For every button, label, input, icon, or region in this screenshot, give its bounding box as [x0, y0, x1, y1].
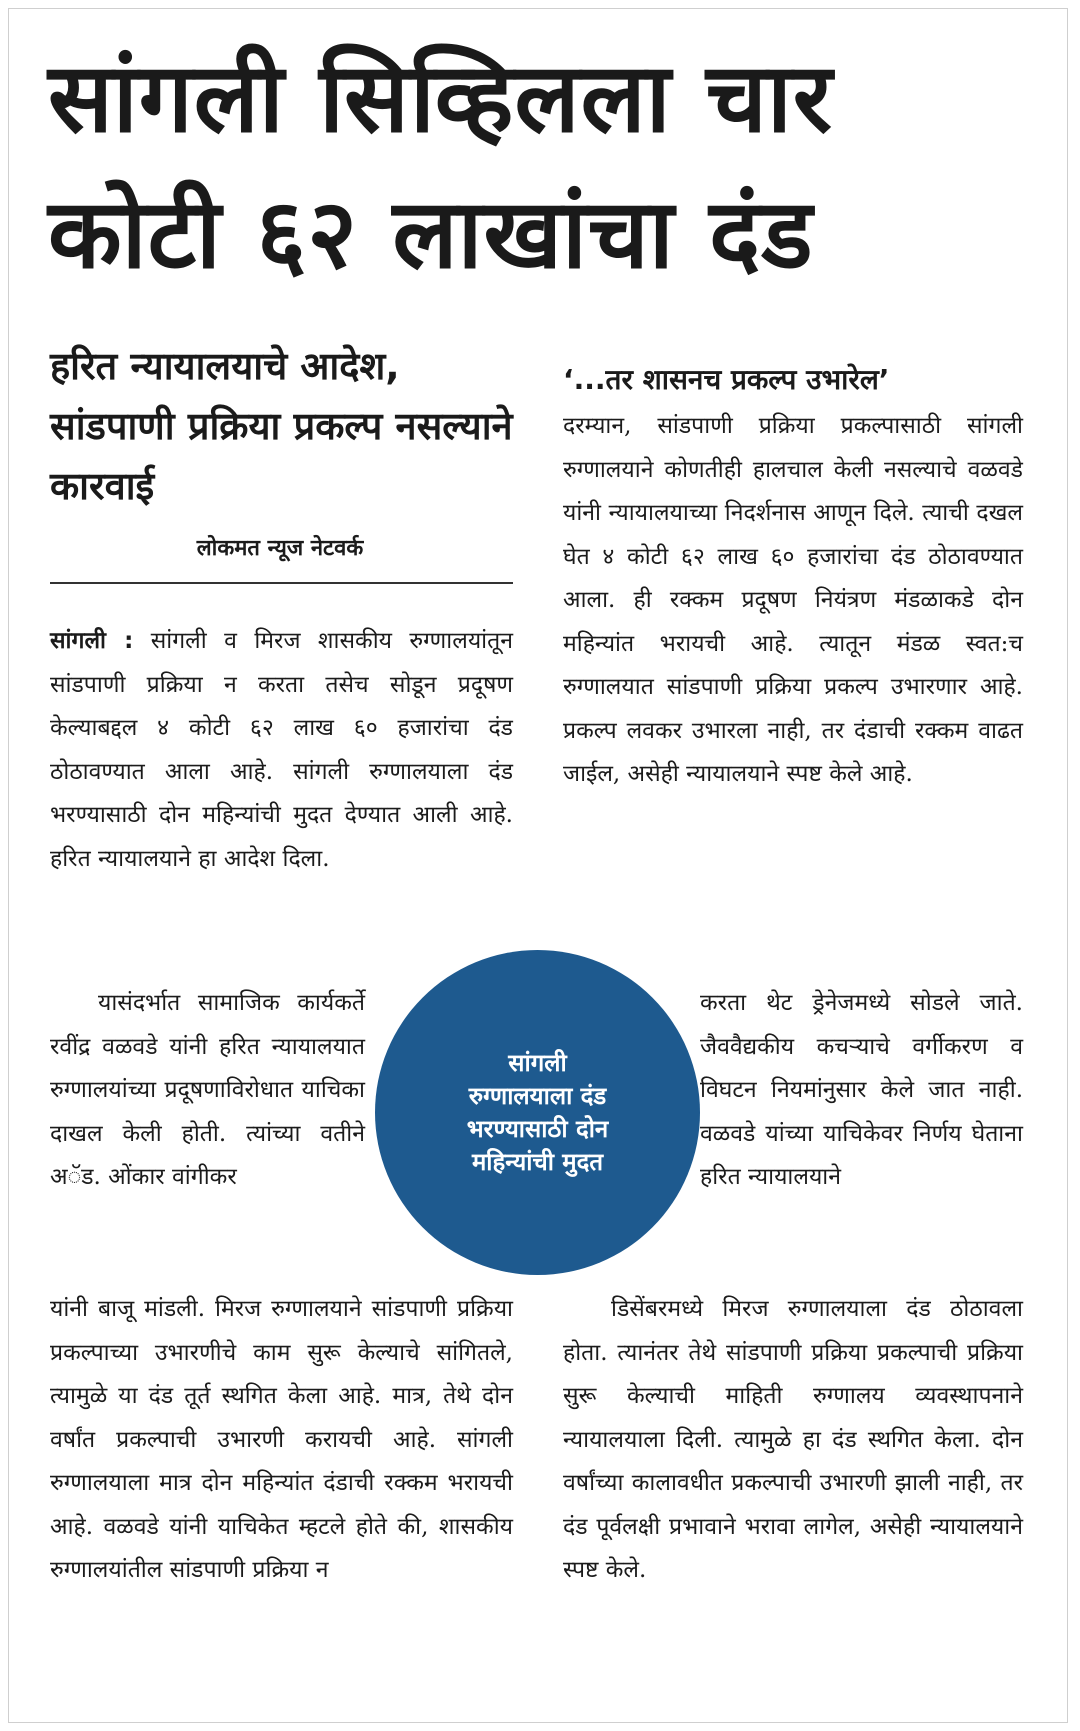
right-paragraph-1: दरम्यान, सांडपाणी प्रक्रिया प्रकल्पासाठी सांगली रुग्णालयाने कोणतीही हालचाल केली नसल्याचे वळवडे यांनी न्यायालयाच्या निदर्शनास आणून दिले. त्याची दखल घेत ४ कोटी ६२ लाख ६० हजारांचा दंड ठोठावण्यात आला. ही रक्कम प्रदूषण नियंत्रण मंडळाकडे दोन महिन्यांत भरायची आहे. त्यातून मंडळ स्वत:च रुग्णालयात सांडपाणी प्रक्रिया प्रकल्प उभारणार आहे. प्रकल्प लवकर उभारला नाही, तर दंडाची रक्कम वाढत जाईल, असेही न्यायालयाने स्पष्ट केले आहे.	[563, 413, 1023, 787]
left-column-bottom	[50, 1288, 513, 1593]
subheadline: हरित न्यायालयाचे आदेश, सांडपाणी प्रक्रिया प्रकल्प नसल्याने कारवाई	[50, 344, 513, 508]
side-heading: ‘...तर शासनच प्रकल्प उभारेल’	[563, 363, 890, 396]
callout-circle	[375, 950, 700, 1275]
byline-divider	[50, 582, 513, 584]
right-column-middle	[700, 982, 1023, 1200]
left-column-top	[50, 620, 513, 881]
left-column-middle	[50, 982, 365, 1200]
byline: लोकमत न्यूज नेटवर्क	[196, 536, 364, 561]
right-column-bottom	[563, 1288, 1023, 1593]
left-paragraph-1-text: सांगली व मिरज शासकीय रुग्णालयांतून सांडपाणी प्रक्रिया न करता तसेच सोडून प्रदूषण केल्याबद्दल ४ कोटी ६२ लाख ६० हजारांचा दंड ठोठावण्यात आला आहे. सांगली रुग्णालयाला दंड भरण्यासाठी दोन महिन्यांची मुदत देण्यात आली आहे. हरित न्यायालयाने हा आदेश दिला.	[50, 628, 513, 872]
right-paragraph-2: करता थेट ड्रेनेजमध्ये सोडले जाते. जैववैद्यकीय कचऱ्याचे वर्गीकरण व विघटन नियमांनुसार केले जात नाही. वळवडे यांच्या याचिकेवर निर्णय घेताना हरित न्यायालयाने	[700, 990, 1023, 1190]
left-paragraph-2: यासंदर्भात सामाजिक कार्यकर्ते रवींद्र वळवडे यांनी हरित न्यायालयात रुग्णालयांच्या प्रदूषणाविरोधात याचिका दाखल केली होती. त्यांच्या वतीने अॅड. ओंकार वांगीकर	[50, 990, 365, 1190]
dateline: सांगली :	[50, 628, 134, 654]
headline: सांगली सिव्हिलला चार कोटी ६२ लाखांचा दंड	[48, 42, 834, 290]
callout-text: सांगली रुग्णालयाला दंड भरण्यासाठी दोन महिन्यांची मुदत	[466, 1048, 609, 1176]
left-paragraph-3: यांनी बाजू मांडली. मिरज रुग्णालयाने सांडपाणी प्रक्रिया प्रकल्पाच्या उभारणीचे काम सुरू केल्याचे सांगितले, त्यामुळे या दंड तूर्त स्थगित केला आहे. मात्र, तेथे दोन वर्षांत प्रकल्पाची उभारणी करायची आहे. सांगली रुग्णालयाला मात्र दोन महिन्यांत दंडाची रक्कम भरायची आहे. वळवडे यांनी याचिकेत म्हटले होते की, शासकीय रुग्णालयांतील सांडपाणी प्रक्रिया न	[50, 1296, 513, 1583]
left-paragraph-1	[50, 620, 513, 881]
right-column-top	[563, 405, 1023, 797]
right-paragraph-3: डिसेंबरमध्ये मिरज रुग्णालयाला दंड ठोठावला होता. त्यानंतर तेथे सांडपाणी प्रक्रिया प्रकल्पाची प्रक्रिया सुरू केल्याची माहिती रुग्णालय व्यवस्थापनाने न्यायालयाला दिली. त्यामुळे हा दंड स्थगित केला. दोन वर्षांच्या कालावधीत प्रकल्पाची उभारणी झाली नाही, तर दंड पूर्वलक्षी प्रभावाने भरावा लागेल, असेही न्यायालयाने स्पष्ट केले.	[563, 1296, 1023, 1583]
